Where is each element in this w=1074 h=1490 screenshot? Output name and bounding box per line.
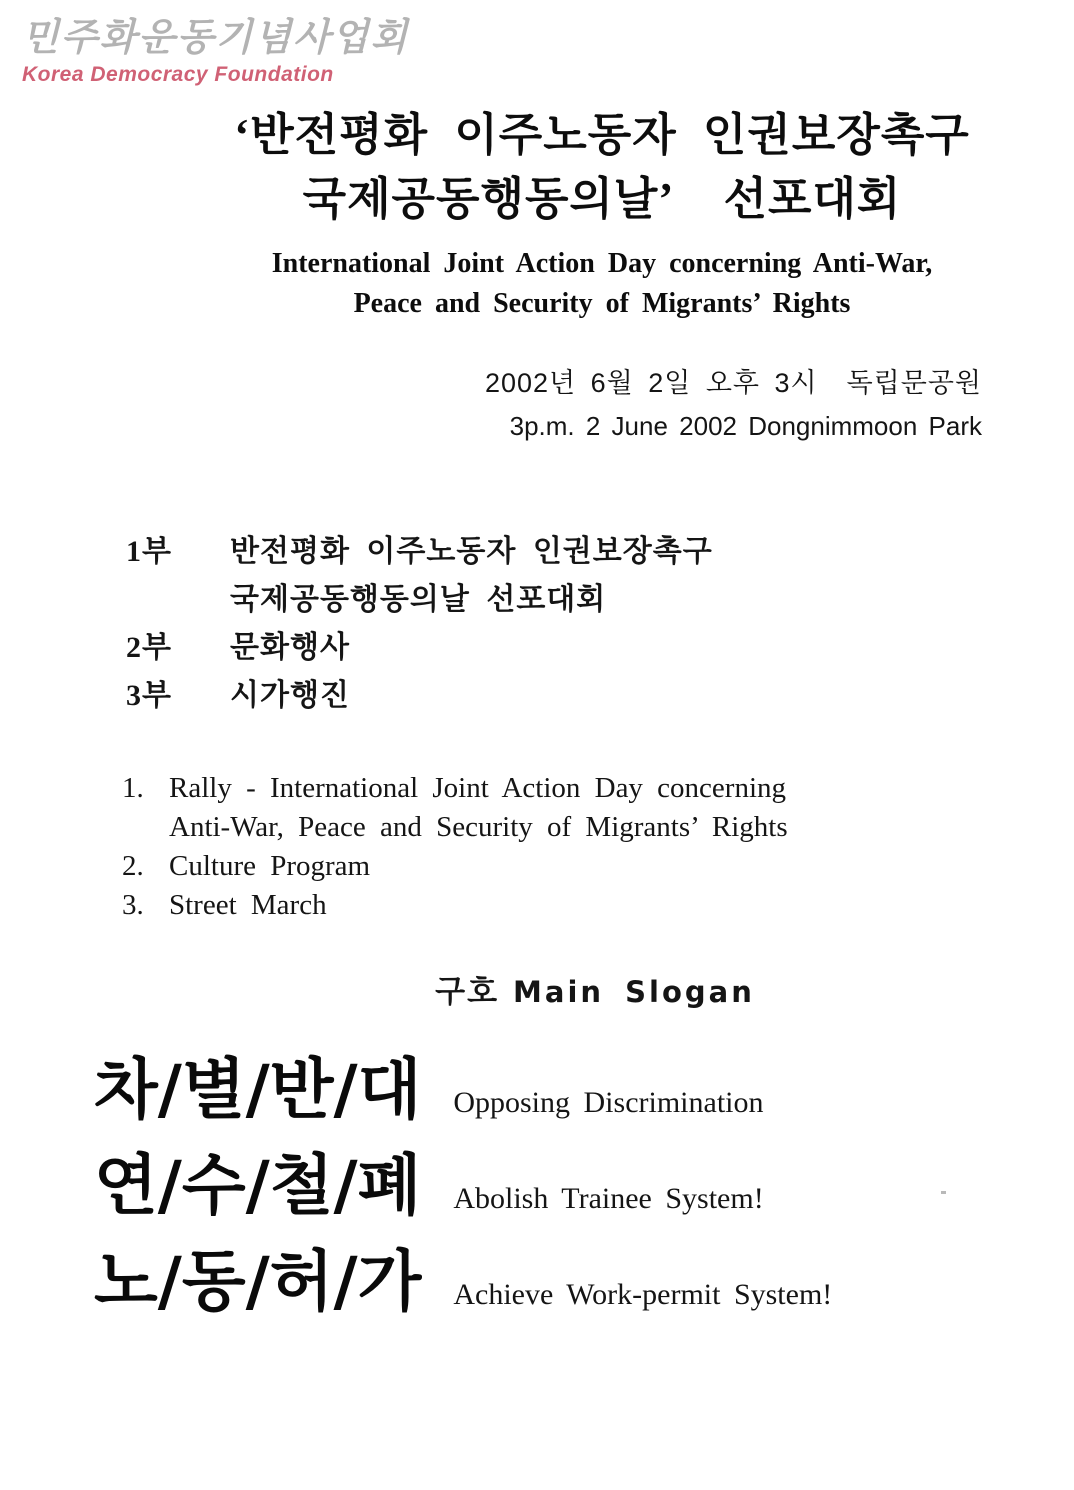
slogan1-english: Opposing Discrimination: [453, 1086, 764, 1119]
slogan-row-trainee-system: [94, 1138, 832, 1234]
slogan3-korean: 노/동/허/가: [94, 1243, 422, 1320]
program-part2-label: 2부: [126, 631, 172, 664]
slogan-list: [94, 1042, 832, 1330]
program-en-item-3: [122, 886, 788, 925]
program-part1-line2: 국제공동행동의날 선포대회: [230, 583, 607, 616]
slogan3-english: Achieve Work-permit System!: [453, 1278, 833, 1311]
program-en-item1-text: [169, 769, 788, 847]
event-title-korean-line1: ‘반전평화 이주노동자 인권보장촉구: [234, 110, 970, 160]
program-part1-label: 1부: [126, 535, 172, 568]
program-en-item1-number: 1.: [122, 772, 144, 804]
program-part3-label: 3부: [126, 679, 172, 712]
program-list-korean: [126, 528, 713, 720]
slogan-heading-english: Main Slogan: [513, 975, 755, 1009]
event-title-korean: [130, 103, 1074, 231]
event-title-block: [130, 103, 1074, 324]
program-en-item-1: [122, 769, 788, 847]
program-part2-line1: 문화행사: [230, 631, 350, 664]
program-part1-line1: 반전평화 이주노동자 인권보장촉구: [230, 535, 713, 568]
program-en-item1-line2: Anti-War, Peace and Security of Migrants’ Rights: [169, 811, 788, 843]
event-datetime-block: [485, 361, 982, 442]
program-list-english: [122, 769, 788, 925]
logo-english-name: Korea Democracy Foundation: [22, 63, 334, 86]
slogan2-english: Abolish Trainee System!: [453, 1182, 764, 1215]
event-title-english-line1: International Joint Action Day concerning Anti-War,: [271, 248, 933, 279]
program-en-item3-line1: Street March: [169, 889, 327, 921]
program-en-item2-line1: Culture Program: [169, 850, 371, 882]
program-en-item3-number: 3.: [122, 889, 144, 921]
event-title-korean-line2: 국제공동행동의날’ 선포대회: [302, 174, 902, 224]
program-en-item1-line1: Rally - International Joint Action Day concerning: [169, 772, 787, 804]
scan-speck-artifact: [941, 1191, 946, 1194]
slogan2-korean: 연/수/철/폐: [94, 1147, 422, 1224]
program-part3-line1: 시가행진: [230, 679, 350, 712]
korea-democracy-foundation-logo: [22, 14, 409, 87]
program-item-part3: [126, 672, 713, 720]
main-slogan-heading: [116, 966, 1074, 1011]
event-datetime-english: 3p.m. 2 June 2002 Dongnimmoon Park: [509, 411, 982, 441]
event-datetime-korean: 2002년 6월 2일 오후 3시 독립문공원: [484, 368, 982, 398]
slogan-row-discrimination: [94, 1042, 832, 1138]
slogan-heading-korean: 구호: [435, 974, 500, 1009]
program-en-item2-number: 2.: [122, 850, 144, 882]
program-item-part2: [126, 624, 713, 672]
program-item-part1: [126, 528, 713, 624]
logo-korean-calligraphy: 민주화운동기념사업회: [22, 15, 410, 59]
slogan-row-work-permit: [94, 1234, 832, 1330]
event-title-english: [130, 244, 1074, 324]
event-title-english-line2: Peace and Security of Migrants’ Rights: [353, 288, 851, 319]
program-en-item-2: [122, 847, 788, 886]
slogan1-korean: 차/별/반/대: [94, 1051, 422, 1128]
program-part1-text: [230, 528, 713, 624]
